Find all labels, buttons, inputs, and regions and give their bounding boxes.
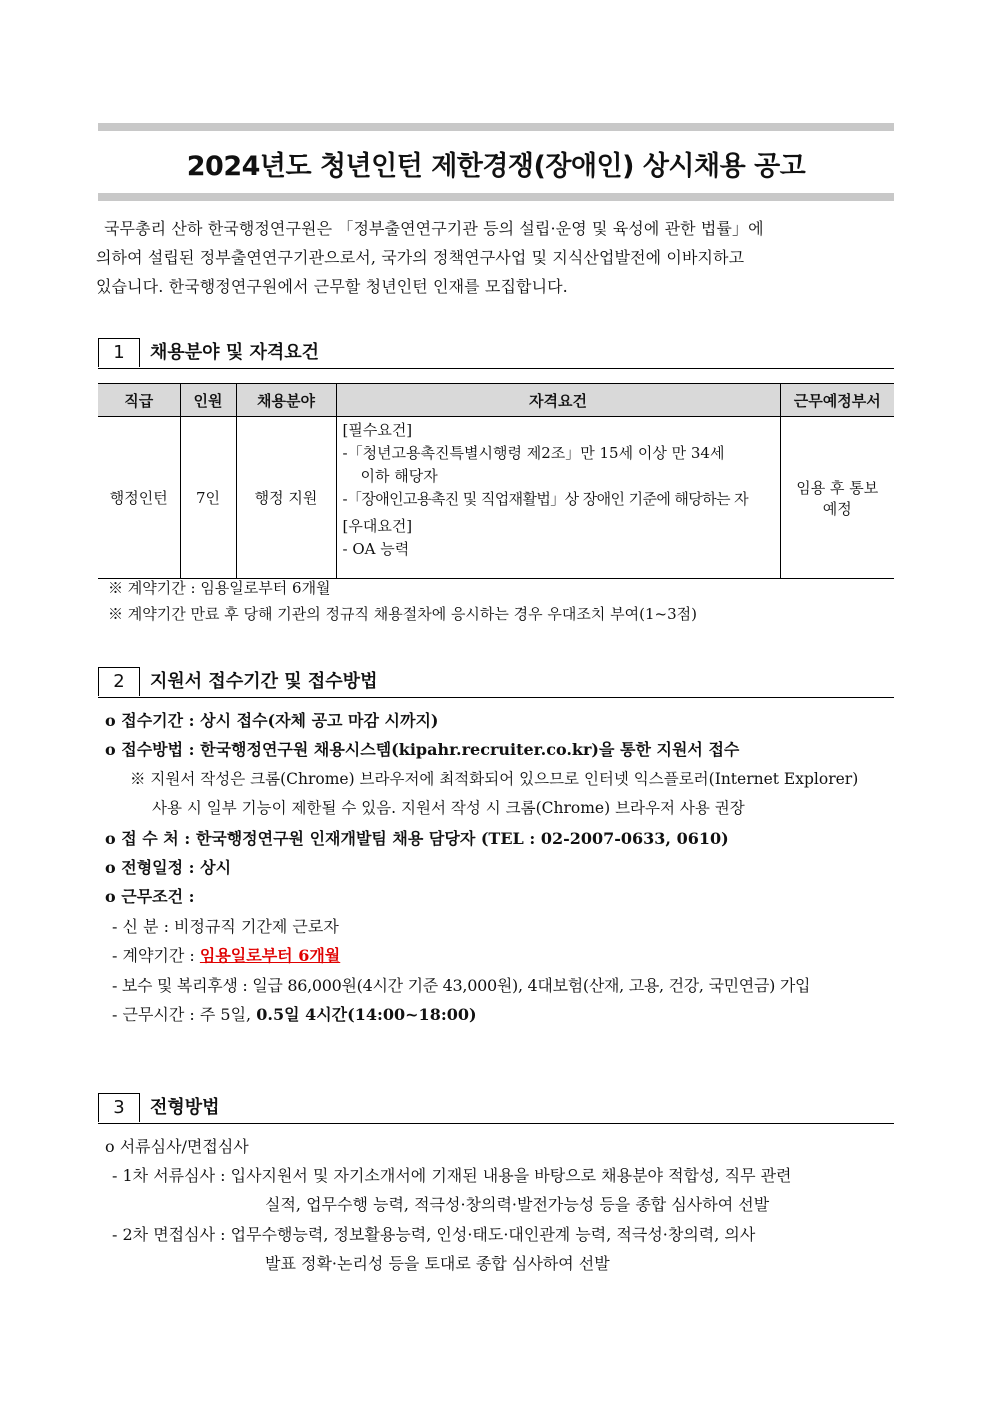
section-number: 3 xyxy=(98,1093,140,1122)
section-title: 지원서 접수기간 및 접수방법 xyxy=(150,671,378,692)
qual-line: - OA 능력 xyxy=(342,540,410,558)
work-conditions-label: o 근무조건 : xyxy=(105,887,195,906)
dept-line: 예정 xyxy=(822,499,852,518)
section-number: 2 xyxy=(98,667,140,696)
browser-note: ※ 지원서 작성은 크롬(Chrome) 브라우저에 최적화되어 있으므로 인터넷 익스플로러(Internet Explorer) xyxy=(130,770,859,788)
interview-screening-cont: 발표 정확·논리성 등을 토대로 종합 심사하여 선발 xyxy=(265,1254,610,1273)
header-field: 채용분야 xyxy=(236,384,336,417)
document-screening: - 1차 서류심사 : 입사지원서 및 자기소개서에 기재된 내용을 바탕으로 채용분야 적합성, 직무 관련 xyxy=(112,1166,792,1185)
intro-line: 의하여 설립된 정부출연연구기관으로서, 국가의 정책연구사업 및 지식산업발전에 이바지하고 xyxy=(96,248,745,267)
application-period: o 접수기간 : 상시 접수(자체 공고 마감 시까지) xyxy=(105,711,439,730)
section-2-header xyxy=(98,667,894,698)
work-hours: - 근무시간 : 주 5일, 0.5일 4시간(14:00~18:00) xyxy=(112,1005,477,1024)
section-number: 1 xyxy=(98,338,140,367)
page-title: 2024년도 청년인턴 제한경쟁(장애인) 상시채용 공고 xyxy=(186,151,806,182)
cell-position: 행정인턴 xyxy=(98,417,180,579)
application-method: o 접수방법 : 한국행정연구원 채용시스템(kipahr.recruiter.co.kr)을 통한 지원서 접수 xyxy=(105,740,740,759)
qual-line: -「청년고용촉진특별시행령 제2조」만 15세 이상 만 34세 xyxy=(342,444,725,462)
section-1-header xyxy=(98,338,894,369)
selection-schedule: o 전형일정 : 상시 xyxy=(105,858,232,877)
pay-benefits: - 보수 및 복리후생 : 일급 86,000원(4시간 기준 43,000원), 4대보험(산재, 고용, 건강, 국민연금) 가입 xyxy=(112,976,811,995)
requirements-table xyxy=(98,383,894,579)
contract-note: ※ 계약기간 : 임용일로부터 6개월 xyxy=(108,579,331,597)
top-rule xyxy=(98,123,894,131)
document-screening-cont: 실적, 업무수행 능력, 적극성·창의력·발전가능성 등을 종합 심사하여 선발 xyxy=(265,1195,770,1214)
intro-paragraph xyxy=(96,214,896,301)
qual-line: [필수요건] xyxy=(342,421,413,439)
qual-line: -「장애인고용촉진 및 직업재활법」상 장애인 기준에 해당하는 자 xyxy=(342,490,749,508)
cell-qualification xyxy=(336,417,780,579)
section-title: 전형방법 xyxy=(150,1097,220,1118)
preference-note: ※ 계약기간 만료 후 당해 기관의 정규직 채용절차에 응시하는 경우 우대조치 부여(1~3점) xyxy=(108,605,697,623)
header-qualification: 자격요건 xyxy=(336,384,780,417)
cell-field: 행정 지원 xyxy=(236,417,336,579)
title-bottom-rule xyxy=(98,193,894,201)
intro-line: 국무총리 산하 한국행정연구원은 「정부출연연구기관 등의 설립·운영 및 육성에 관한 법률」에 xyxy=(104,219,764,238)
contact-info: o 접 수 처 : 한국행정연구원 인재개발팀 채용 담당자 (TEL : 02-2007-0633, 0610) xyxy=(105,829,729,848)
header-count: 인원 xyxy=(180,384,236,417)
contract-period: - 계약기간 : 임용일로부터 6개월 xyxy=(112,946,341,965)
header-position: 직급 xyxy=(98,384,180,417)
qual-line: [우대요건] xyxy=(342,517,413,535)
interview-screening: - 2차 면접심사 : 업무수행능력, 정보활용능력, 인성·태도·대인관계 능력, 적극성·창의력, 의사 xyxy=(112,1225,756,1244)
dept-line: 임용 후 통보 xyxy=(796,478,879,497)
employment-status: - 신 분 : 비정규직 기간제 근로자 xyxy=(112,917,339,936)
header-department: 근무예정부서 xyxy=(780,384,894,417)
qual-line: 이하 해당자 xyxy=(360,467,438,485)
table-row xyxy=(98,417,894,579)
cell-department xyxy=(780,417,894,579)
browser-note-cont: 사용 시 일부 기능이 제한될 수 있음. 지원서 작성 시 크롬(Chrome) 브라우저 사용 권장 xyxy=(152,799,745,817)
cell-count: 7인 xyxy=(180,417,236,579)
intro-line: 있습니다. 한국행정연구원에서 근무할 청년인턴 인재를 모집합니다. xyxy=(96,277,568,296)
section-3-header xyxy=(98,1093,894,1124)
table-header-row xyxy=(98,384,894,417)
selection-method: o 서류심사/면접심사 xyxy=(105,1137,249,1156)
section-title: 채용분야 및 자격요건 xyxy=(150,342,320,363)
